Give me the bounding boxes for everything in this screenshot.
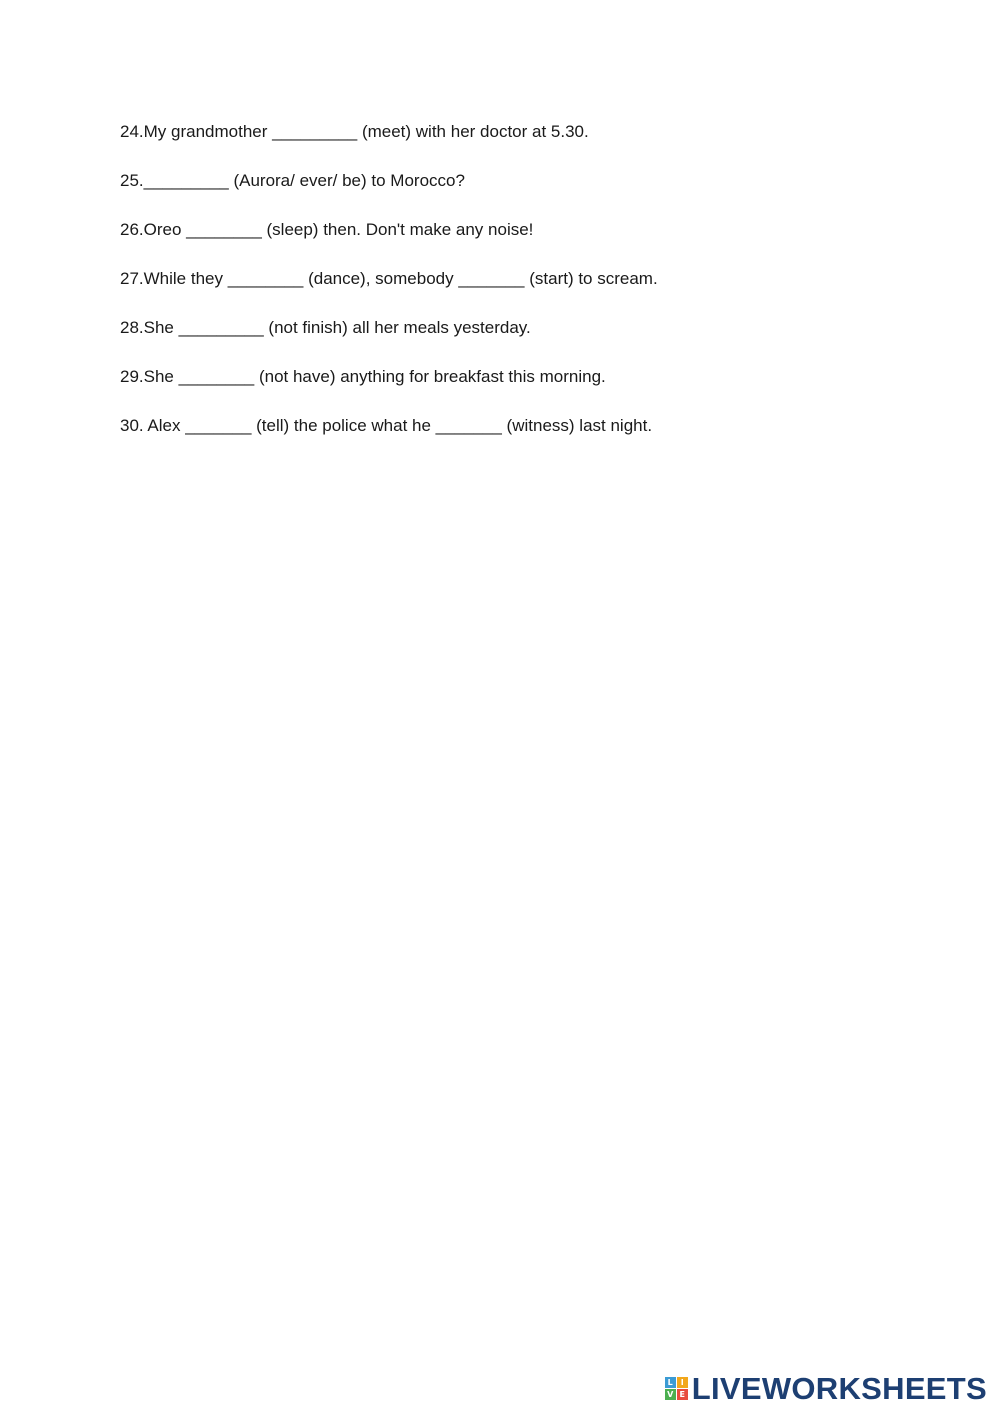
liveworksheets-logo: [665, 1373, 987, 1404]
worksheet-questions: [120, 119, 880, 462]
question-24: 24.My grandmother _________ (meet) with her doctor at 5.30.: [120, 122, 589, 141]
logo-text: LIVEWORKSHEETS: [691, 1371, 987, 1406]
logo-mark-i: I: [677, 1377, 688, 1388]
logo-mark-l: L: [665, 1377, 676, 1388]
question-25: 25._________ (Aurora/ ever/ be) to Morocco?: [120, 171, 465, 190]
question-27: 27.While they ________ (dance), somebody _______ (start) to scream.: [120, 269, 658, 288]
live-mark-icon: [665, 1377, 688, 1400]
logo-mark-e: E: [677, 1389, 688, 1400]
question-29: 29.She ________ (not have) anything for breakfast this morning.: [120, 367, 606, 386]
logo-mark-v: V: [665, 1389, 676, 1400]
question-28: 28.She _________ (not finish) all her meals yesterday.: [120, 318, 531, 337]
question-30: 30. Alex _______ (tell) the police what he _______ (witness) last night.: [120, 416, 653, 435]
question-26: 26.Oreo ________ (sleep) then. Don't make any noise!: [120, 220, 534, 239]
